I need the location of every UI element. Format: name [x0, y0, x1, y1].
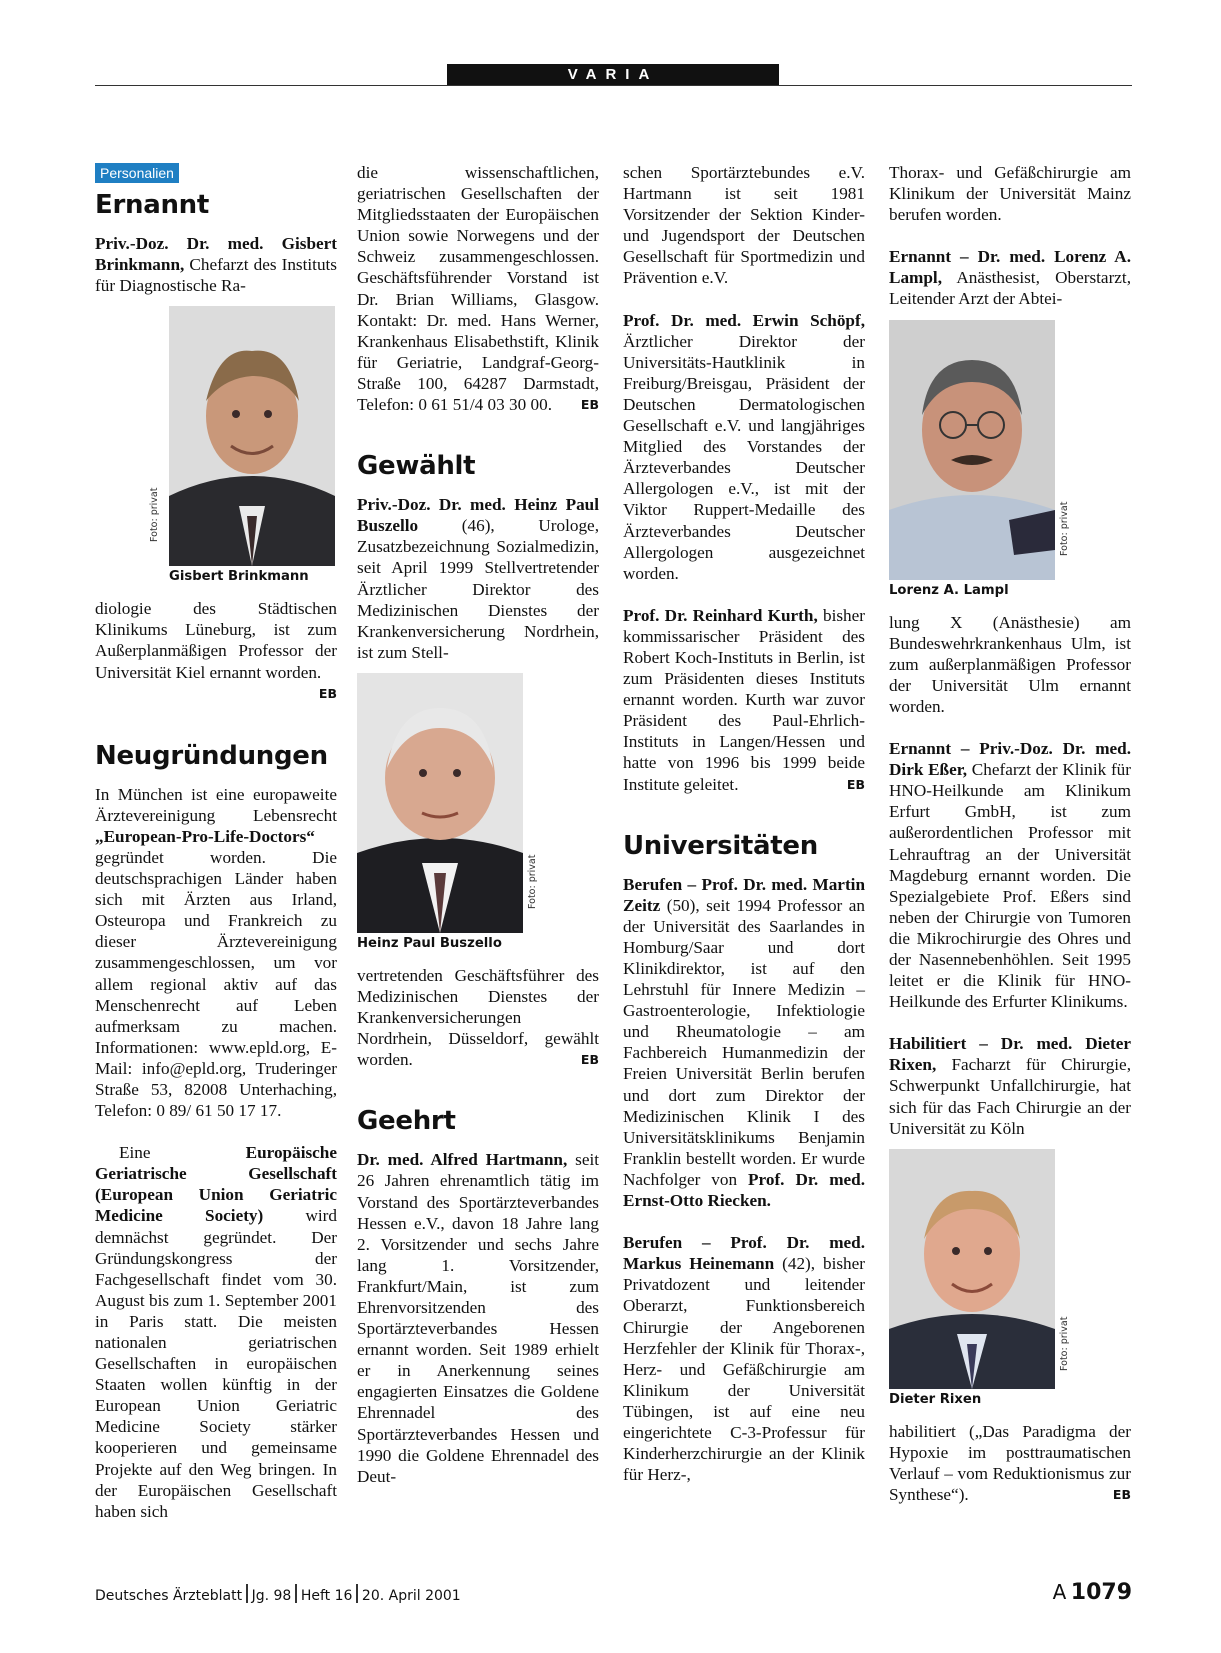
article-heinemann: Berufen – Prof. Dr. med. Markus Heinemann (42), bisher Privatdozent und leitender Oberarzt, Funktionsbereich Chirurgie der Angeborenen Herzfehler der Klinik für Thorax-, Herz- und Gefäßchirurgie am Klinikum der Universität Tübingen, ist auf eine neu eingerichtete C-3-Professur für Kinderherzchirurgie an der Klinik für Herz-, [623, 1233, 865, 1485]
photo-figure-brinkmann [95, 306, 337, 586]
article-lampl: Ernannt – Dr. med. Lorenz A. Lampl, Anästhesist, Oberstarzt, Leitender Arzt der Abtei- [889, 247, 1131, 309]
section-header: VARIA [447, 64, 779, 85]
article-pro-life: In München ist eine europaweite Ärztevereinigung Lebensrecht „European-Pro-Life-Doctors“ gegründet worden. Die deutschsprachigen Länder haben sich mit Ärzten aus Irland, Osteuropa und Frankreich zu dieser Ärztevereinigung zusammengeschlossen, um vor allem regional aktiv auf das Menschenrecht auf Leben aufmerksam zu machen. Informationen: www.epld.org, E-Mail: info@epld.org, Truderinger Straße 53, 82008 Unterhaching, Telefon: 0 89/ 61 50 17 17. [95, 784, 337, 1121]
section-tag: Personalien [95, 163, 179, 183]
author-signature: EB [580, 397, 599, 413]
author-signature: EB [318, 685, 337, 701]
header-rule [95, 85, 1132, 86]
journal-volume: Jg. 98 [251, 1588, 292, 1604]
page-number: A 1079 [1052, 1580, 1132, 1605]
portrait-photo [889, 320, 1055, 580]
article-lampl-cont: lung X (Anästhesie) am Bundeswehrkrankenhaus Ulm, ist zum außerplanmäßigen Professor der Universität Ulm ernannt worden. [889, 612, 1131, 716]
heading-neugruendungen: Neugründungen [95, 740, 328, 771]
photo-figure-rixen [889, 1149, 1131, 1409]
heading-universitaeten: Universitäten [623, 830, 818, 861]
article-schoepf: Prof. Dr. med. Erwin Schöpf, Ärztlicher Direktor der Universitäts-Hautklinik in Freiburg/Breisgau, Präsident der Deutschen Dermatologischen Gesellschaft e.V. und langjähriges Mitglied des Vorstandes der Ärzteverbandes Deutscher Allergologen e.V., ist mit der Viktor Ruppert-Medaille des Ärzteverbandes Deutscher Allergologen ausgezeichnet worden. [623, 310, 865, 583]
journal-issue: Heft 16 [300, 1588, 353, 1604]
author-signature: EB [1112, 1487, 1131, 1502]
photo-caption: Heinz Paul Buszello [357, 935, 502, 951]
article-geriatric: Eine Europäische Geriatrische Gesellschaft (European Union Geriatric Medicine Society) wird demnächst gegründet. Der Gründungskongress der Fachgesellschaft findet vom 30. August bis zum 1. September 2001 in Paris statt. Die meisten nationalen geriatrischen Gesellschaften in europäischen Staaten wollen künftig in der European Union Geriatric Medicine Society stärker kooperieren und gemeinsame Projekte auf den Weg bringen. In der Europäischen Gesellschaft haben sich [95, 1143, 337, 1521]
column-2 [357, 162, 599, 1487]
article-rixen-cont: habilitiert („Das Paradigma der Hypoxie im posttraumatischen Verlauf – vom Reduktionismus zur Synthese“). EB [889, 1421, 1131, 1504]
column-3 [623, 162, 865, 1485]
issue-date: 20. April 2001 [361, 1588, 461, 1604]
author-signature: EB [846, 776, 865, 792]
photo-credit: Foto: privat [1059, 501, 1070, 556]
article-buszello: Priv.-Doz. Dr. med. Heinz Paul Buszello (46), Urologe, Zusatzbezeichnung Sozialmedizin, seit April 1999 Stellvertretender Ärztlicher Direktor des Medizinischen Dienstes der Krankenversicherung Nordrhein, ist zum Stell- [357, 495, 599, 662]
article-geriatric-cont: die wissenschaftlichen, geriatrischen Gesellschaften der Mitgliedsstaaten der Europäischen Union sowie Norwegens und der Schweiz zusammengeschlossen. Geschäftsführender Vorstand ist Dr. Brian Williams, Glasgow. Kontakt: Dr. med. Hans Werner, Krankenhaus Elisabethstift, Klinik für Geriatrie, Landgraf-Georg-Straße 100, 64287 Darmstadt, Telefon: 0 61 51/4 03 30 00. EB [357, 163, 599, 415]
journal-name: Deutsches Ärzteblatt [95, 1588, 243, 1604]
heading-ernannt: Ernannt [95, 190, 209, 220]
column-4 [889, 162, 1131, 1505]
photo-caption: Lorenz A. Lampl [889, 582, 1009, 598]
page-footer [95, 1580, 1132, 1608]
heading-geehrt: Geehrt [357, 1106, 456, 1137]
article-kurth: Prof. Dr. Reinhard Kurth, bisher kommissarischer Präsident des Robert Koch-Instituts in Berlin, ist zum Präsidenten dieses Instituts ernannt worden. Kurth war zuvor Präsident des Paul-Ehrlich-Instituts in Langen/Hessen und hatte von 1996 bis 1999 beide Institute geleitet. EB [623, 605, 865, 794]
article-zeitz: Berufen – Prof. Dr. med. Martin Zeitz (50), seit 1994 Professor an der Universität des Saarlandes in Homburg/Saar und dort Klinikdirektor, ist auf den Lehrstuhl für Innere Medizin – Gastroenterologie, Infektiologie und Rheumatologie – am Fachbereich Humanmedizin der Freien Universität Berlin berufen und dort zum Direktor der Medizinischen Klinik I des Universitätsklinikums Benjamin Franklin bestellt worden. Er wurde Nachfolger von Prof. Dr. med. Ernst-Otto Riecken. [623, 874, 865, 1211]
photo-figure-lampl [889, 320, 1131, 600]
article-brinkmann-cont: diologie des Städtischen Klinikums Lüneburg, ist zum Außerplanmäßigen Professor der Universität Kiel ernannt worden. EB [95, 598, 337, 682]
photo-credit: Foto: privat [527, 854, 538, 909]
photo-caption: Dieter Rixen [889, 1391, 982, 1407]
photo-credit: Foto: privat [1059, 1316, 1070, 1371]
article-esser: Ernannt – Priv.-Doz. Dr. med. Dirk Eßer, Chefarzt der Klinik für HNO-Heilkunde am Klinikum Erfurt GmbH, ist zum außerordentlichen Professor mit Lehrauftrag an der Universität Magdeburg ernannt worden. Die Spezialgebiete Prof. Eßers sind neben der Chirurgie von Tumoren die Mikrochirurgie des Ohres und der Nasennebenhöhlen. Seit 1995 leitet er die Klinik für HNO-Heilkunde des Erfurter Klinikums. [889, 739, 1131, 1012]
author-signature: EB [580, 1052, 599, 1068]
article-heinemann-cont: Thorax- und Gefäßchirurgie am Klinikum der Universität Mainz berufen worden. [889, 163, 1131, 225]
article-hartmann-cont: schen Sportärztebundes e.V. Hartmann ist seit 1981 Vorsitzender der Sektion Kinder- und Jugendsport der Deutschen Gesellschaft für Sportmedizin und Prävention e.V. [623, 163, 865, 288]
portrait-photo [169, 306, 335, 566]
column-1 [95, 162, 337, 1522]
photo-figure-buszello [357, 673, 599, 953]
article-rixen: Habilitiert – Dr. med. Dieter Rixen, Facharzt für Chirurgie, Schwerpunkt Unfallchirurgie, hat sich für das Fach Chirurgie an der Universität zu Köln [889, 1034, 1131, 1138]
photo-caption: Gisbert Brinkmann [169, 569, 309, 585]
heading-gewaehlt: Gewählt [357, 451, 476, 482]
article-buszello-cont: vertretenden Geschäftsführer des Medizinischen Dienstes der Krankenversicherungen Nordrhein, Düsseldorf, gewählt worden. EB [357, 965, 599, 1070]
portrait-photo [357, 673, 523, 933]
portrait-photo [889, 1149, 1055, 1389]
article-hartmann: Dr. med. Alfred Hartmann, seit 26 Jahren ehrenamtlich tätig im Vorstand des Sportärzteverbandes Hessen e.V., davon 18 Jahre lang 2. Vorsitzender und sechs Jahre lang 1. Vorsitzender, Frankfurt/Main, ist zum Ehrenvorsitzenden des Sportärzteverbandes Hessen ernannt worden. Seit 1989 erhielt er in Anerkennung seines engagierten Einsatzes die Goldene Ehrennadel des Sportärzteverbandes Hessen und 1990 die Goldene Ehrennadel des Deut- [357, 1150, 599, 1486]
article-brinkmann: Priv.-Doz. Dr. med. Gisbert Brinkmann, Chefarzt des Instituts für Diagnostische Ra- [95, 234, 337, 296]
photo-credit: Foto: privat [149, 487, 160, 543]
